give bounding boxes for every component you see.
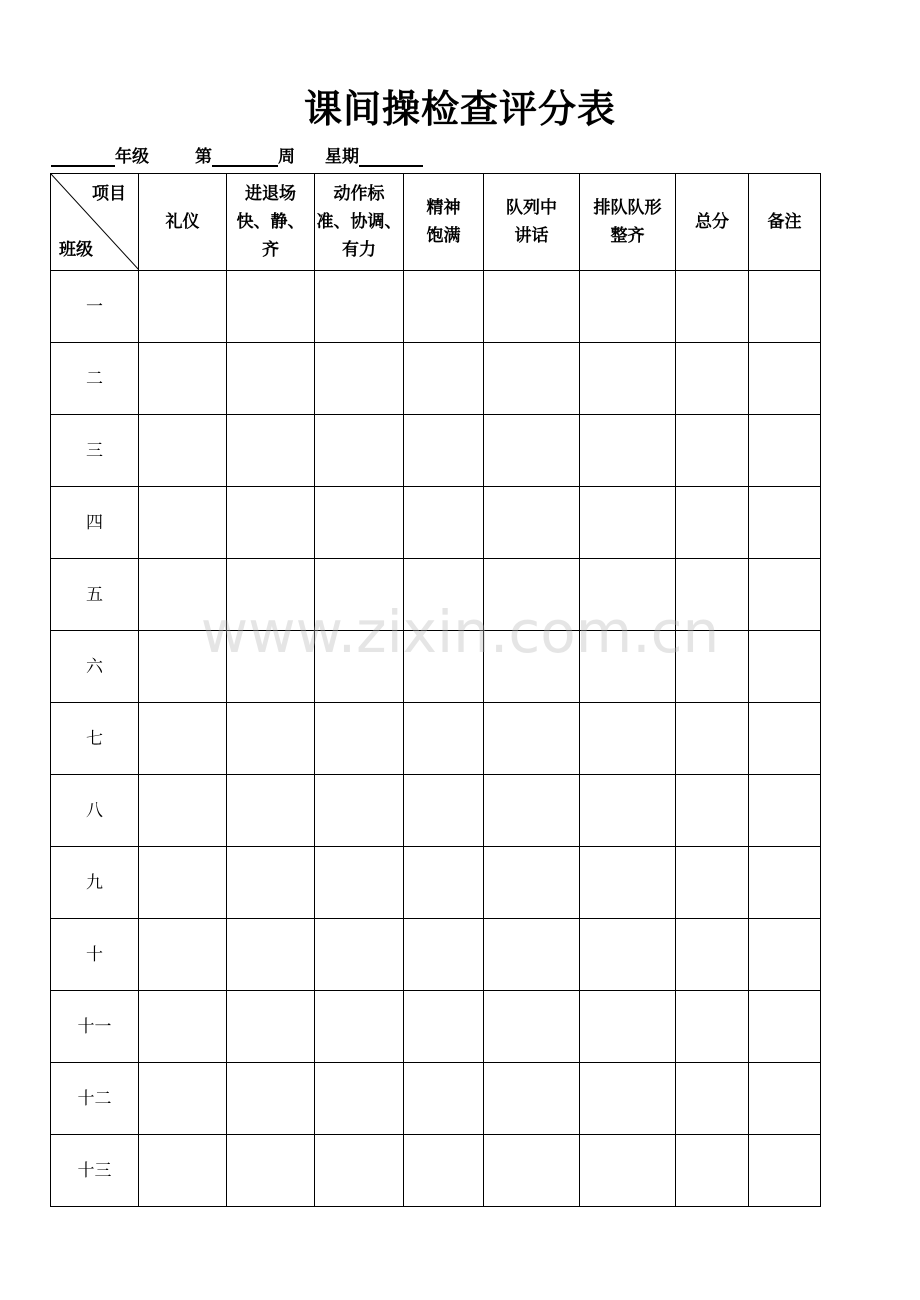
score-cell[interactable]: [580, 847, 676, 919]
score-cell[interactable]: [404, 775, 484, 847]
column-header-text: 动作标: [333, 184, 385, 204]
score-cell[interactable]: [404, 415, 484, 487]
class-label-cell: 五: [51, 559, 139, 631]
score-cell[interactable]: [139, 919, 227, 991]
score-cell[interactable]: [404, 343, 484, 415]
class-label-cell: 十二: [51, 1063, 139, 1135]
score-table: [50, 173, 821, 1207]
score-cell[interactable]: [315, 271, 404, 343]
table-row: [51, 559, 821, 631]
table-body: [51, 271, 821, 1207]
page-title: 课间操检查评分表: [303, 86, 616, 131]
class-label-cell: 三: [51, 415, 139, 487]
column-header-text: 总分: [695, 212, 729, 232]
score-cell[interactable]: [315, 415, 404, 487]
score-cell[interactable]: [484, 631, 580, 703]
score-cell[interactable]: [676, 991, 749, 1063]
score-cell[interactable]: [404, 559, 484, 631]
class-label-cell: 九: [51, 847, 139, 919]
score-cell[interactable]: [484, 1063, 580, 1135]
score-cell[interactable]: [749, 631, 821, 703]
column-header: [676, 174, 749, 271]
score-cell[interactable]: [676, 1135, 749, 1207]
column-header-text: 准、协调、: [316, 212, 402, 232]
score-cell[interactable]: [227, 919, 315, 991]
table-row: [51, 991, 821, 1063]
score-cell[interactable]: [749, 415, 821, 487]
score-cell[interactable]: [227, 703, 315, 775]
column-header: [139, 174, 227, 271]
score-cell[interactable]: [139, 1135, 227, 1207]
score-cell[interactable]: [484, 703, 580, 775]
column-header: [580, 174, 676, 271]
score-cell[interactable]: [139, 775, 227, 847]
score-cell[interactable]: [404, 1135, 484, 1207]
score-cell[interactable]: [315, 775, 404, 847]
score-cell[interactable]: [315, 1135, 404, 1207]
score-cell[interactable]: [676, 847, 749, 919]
table-row: [51, 919, 821, 991]
table-row: [51, 1063, 821, 1135]
score-cell[interactable]: [404, 991, 484, 1063]
score-cell[interactable]: [315, 487, 404, 559]
table-row: [51, 487, 821, 559]
score-cell[interactable]: [580, 1063, 676, 1135]
column-header-text: 讲话: [514, 226, 549, 246]
score-cell[interactable]: [227, 1063, 315, 1135]
score-cell[interactable]: [676, 271, 749, 343]
week-blank[interactable]: [212, 147, 278, 167]
score-cell[interactable]: [484, 919, 580, 991]
score-cell[interactable]: [749, 919, 821, 991]
score-cell[interactable]: [139, 1063, 227, 1135]
form-info-line: [51, 142, 423, 166]
score-cell[interactable]: [484, 991, 580, 1063]
column-header-text: 快、静、: [236, 212, 305, 232]
score-cell[interactable]: [139, 415, 227, 487]
class-label-cell: 一: [51, 271, 139, 343]
table-row: [51, 1135, 821, 1207]
table-row: [51, 703, 821, 775]
corner-label-items: 项目: [92, 184, 126, 204]
table-row: [51, 343, 821, 415]
score-cell[interactable]: [139, 847, 227, 919]
score-cell[interactable]: [404, 919, 484, 991]
score-cell[interactable]: [676, 703, 749, 775]
score-cell[interactable]: [580, 919, 676, 991]
column-header-text: 进退场: [245, 184, 296, 204]
score-cell[interactable]: [676, 919, 749, 991]
score-cell[interactable]: [749, 343, 821, 415]
score-cell[interactable]: [315, 631, 404, 703]
score-cell[interactable]: [315, 343, 404, 415]
score-cell[interactable]: [315, 847, 404, 919]
score-cell[interactable]: [139, 559, 227, 631]
class-label-cell: 八: [51, 775, 139, 847]
score-cell[interactable]: [139, 487, 227, 559]
class-label-cell: 十三: [51, 1135, 139, 1207]
column-header-text: 精神: [426, 198, 461, 218]
score-cell[interactable]: [404, 847, 484, 919]
table-row: [51, 271, 821, 343]
score-cell[interactable]: [484, 271, 580, 343]
score-cell[interactable]: [676, 559, 749, 631]
score-cell[interactable]: [749, 487, 821, 559]
column-header-text: 饱满: [426, 226, 461, 246]
score-cell[interactable]: [749, 775, 821, 847]
score-cell[interactable]: [580, 343, 676, 415]
table-row: [51, 631, 821, 703]
score-cell[interactable]: [580, 559, 676, 631]
score-cell[interactable]: [139, 631, 227, 703]
score-cell[interactable]: [315, 919, 404, 991]
score-cell[interactable]: [676, 1063, 749, 1135]
score-cell[interactable]: [749, 559, 821, 631]
score-cell[interactable]: [580, 991, 676, 1063]
score-cell[interactable]: [404, 271, 484, 343]
table-row: [51, 415, 821, 487]
score-cell[interactable]: [580, 487, 676, 559]
score-cell[interactable]: [580, 415, 676, 487]
corner-label-class: 班级: [59, 240, 93, 260]
column-header: [227, 174, 315, 271]
weekday-label: 星期: [325, 147, 359, 167]
score-cell[interactable]: [749, 703, 821, 775]
score-cell[interactable]: [580, 775, 676, 847]
class-label-cell: 七: [51, 703, 139, 775]
score-cell[interactable]: [227, 991, 315, 1063]
score-cell[interactable]: [139, 703, 227, 775]
score-cell[interactable]: [580, 631, 676, 703]
score-cell[interactable]: [227, 271, 315, 343]
table-row: [51, 775, 821, 847]
corner-header-cell: [51, 174, 139, 271]
score-cell[interactable]: [227, 775, 315, 847]
class-label-cell: 四: [51, 487, 139, 559]
score-cell[interactable]: [676, 487, 749, 559]
score-cell[interactable]: [315, 559, 404, 631]
score-cell[interactable]: [580, 1135, 676, 1207]
score-cell[interactable]: [227, 559, 315, 631]
class-label-cell: 十一: [51, 991, 139, 1063]
score-cell[interactable]: [227, 487, 315, 559]
class-label-cell: 二: [51, 343, 139, 415]
column-header-text: 有力: [342, 240, 376, 260]
column-header: [404, 174, 484, 271]
score-cell[interactable]: [749, 847, 821, 919]
score-cell[interactable]: [484, 1135, 580, 1207]
score-cell[interactable]: [484, 775, 580, 847]
score-cell[interactable]: [676, 415, 749, 487]
watermark: www.zixin.com.cn: [200, 598, 720, 666]
column-header: [484, 174, 580, 271]
score-cell[interactable]: [749, 1135, 821, 1207]
score-cell[interactable]: [404, 487, 484, 559]
column-header-text: 队列中: [506, 198, 557, 218]
score-cell[interactable]: [484, 559, 580, 631]
score-cell[interactable]: [227, 847, 315, 919]
column-header-text: 整齐: [610, 226, 645, 246]
score-cell[interactable]: [676, 775, 749, 847]
score-cell[interactable]: [749, 991, 821, 1063]
score-cell[interactable]: [227, 415, 315, 487]
week-prefix: 第: [195, 147, 212, 167]
score-cell[interactable]: [749, 271, 821, 343]
score-cell[interactable]: [315, 991, 404, 1063]
class-label-cell: 六: [51, 631, 139, 703]
score-cell[interactable]: [749, 1063, 821, 1135]
column-header-text: 排队队形: [593, 198, 662, 218]
score-cell[interactable]: [404, 1063, 484, 1135]
score-cell[interactable]: [227, 343, 315, 415]
column-header: [315, 174, 404, 271]
table-row: [51, 847, 821, 919]
score-cell[interactable]: [227, 1135, 315, 1207]
column-header-text: 备注: [767, 212, 802, 232]
score-cell[interactable]: [315, 703, 404, 775]
score-cell[interactable]: [580, 703, 676, 775]
score-cell[interactable]: [676, 631, 749, 703]
score-cell[interactable]: [404, 703, 484, 775]
class-label-cell: 十: [51, 919, 139, 991]
score-cell[interactable]: [139, 271, 227, 343]
weekday-blank[interactable]: [359, 147, 423, 167]
score-cell[interactable]: [484, 487, 580, 559]
column-header-text: 礼仪: [165, 212, 200, 232]
score-cell[interactable]: [139, 991, 227, 1063]
week-suffix: 周: [278, 147, 295, 167]
header-row: [51, 174, 821, 271]
grade-label: 年级: [115, 147, 149, 167]
score-cell[interactable]: [676, 343, 749, 415]
column-header-text: 齐: [262, 240, 279, 260]
score-cell[interactable]: [404, 631, 484, 703]
score-cell[interactable]: [227, 631, 315, 703]
grade-blank[interactable]: [51, 147, 115, 167]
column-header: [749, 174, 821, 271]
score-cell[interactable]: [315, 1063, 404, 1135]
score-cell[interactable]: [484, 847, 580, 919]
score-cell[interactable]: [139, 343, 227, 415]
score-cell[interactable]: [484, 415, 580, 487]
score-cell[interactable]: [580, 271, 676, 343]
score-cell[interactable]: [484, 343, 580, 415]
